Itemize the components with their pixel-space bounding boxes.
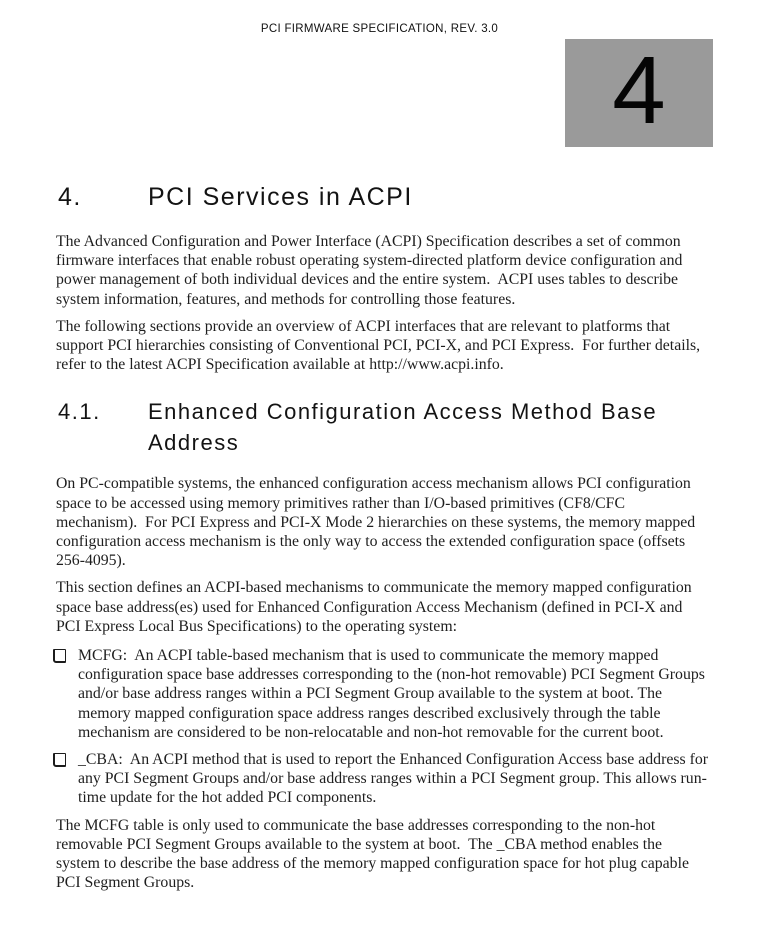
chapter-intro-paragraph: The Advanced Configuration and Power Interface (ACPI) Specification describes a set of common firmware interfaces that enable robust operating system-directed platform device configuration and power management of both individual devices and the entire system. ACPI uses tables to describe system information, features, and methods for controlling those features. [56,233,687,308]
open-square-bullet-icon [53,646,78,742]
bullet-item-mcfg [53,646,710,742]
section-heading-number: 4.1. [58,399,101,425]
chapter-tab-number: 4 [612,37,666,144]
bullet-text: _CBA: An ACPI method that is used to report the Enhanced Configuration Access base address for any PCI Segment Groups and/or base address ranges within a PCI Segment group. This allows run-time update for the hot added PCI components. [78,751,712,807]
chapter-heading-number: 4. [58,183,82,211]
chapter-heading [58,182,759,212]
open-square-bullet-icon [53,750,78,808]
section-paragraph: On PC-compatible systems, the enhanced configuration access mechanism allows PCI configuration space to be accessed using memory primitives rather than I/O-based primitives (CF8/CFC mechanism). For PCI Express and PCI-X Mode 2 hierarchies on these systems, the memory mapped configuration access mechanism is the only way to access the extended configuration space (offsets 256-4095). [56,475,700,570]
page-content [0,182,759,892]
section-heading-title: Enhanced Configuration Access Method Base Address [148,399,658,456]
running-header: PCI FIRMWARE SPECIFICATION, REV. 3.0 [260,23,499,35]
bullet-item-cba [53,750,710,808]
bullet-text: MCFG: An ACPI table-based mechanism that is used to communicate the memory mapped configuration space base addresses corresponding to the (non-hot removable) PCI Segment Groups and/or base address ranges within a PCI Segment Group available to the system at boot. The memory mapped configuration space address ranges described exclusively through the table mechanism are considered to be non-relocatable and non-hot removable for the current boot. [78,647,709,741]
chapter-heading-title: PCI Services in ACPI [148,183,413,211]
section-closing-paragraph: The MCFG table is only used to communicate the base addresses corresponding to the non-hot removable PCI Segment Groups available to the system at boot. The _CBA method enables the system to describe the base address of the memory mapped configuration space for hot plug capable PCI Segment Groups. [56,816,693,892]
chapter-tab [565,39,713,147]
bullet-list [0,646,759,808]
section-paragraph: This section defines an ACPI-based mechanisms to communicate the memory mapped configuration space base address(es) used for Enhanced Configuration Access Mechanism (defined in PCI-X and PCI Express Local Bus Specifications) to the operating system: [56,579,696,635]
section-heading [58,396,759,458]
chapter-intro-paragraph: The following sections provide an overview of ACPI interfaces that are relevant to platforms that support PCI hierarchies consisting of Conventional PCI, PCI-X, and PCI Express. For further details, refer to the latest ACPI Specification available at http://www.acpi.info. [56,317,705,374]
